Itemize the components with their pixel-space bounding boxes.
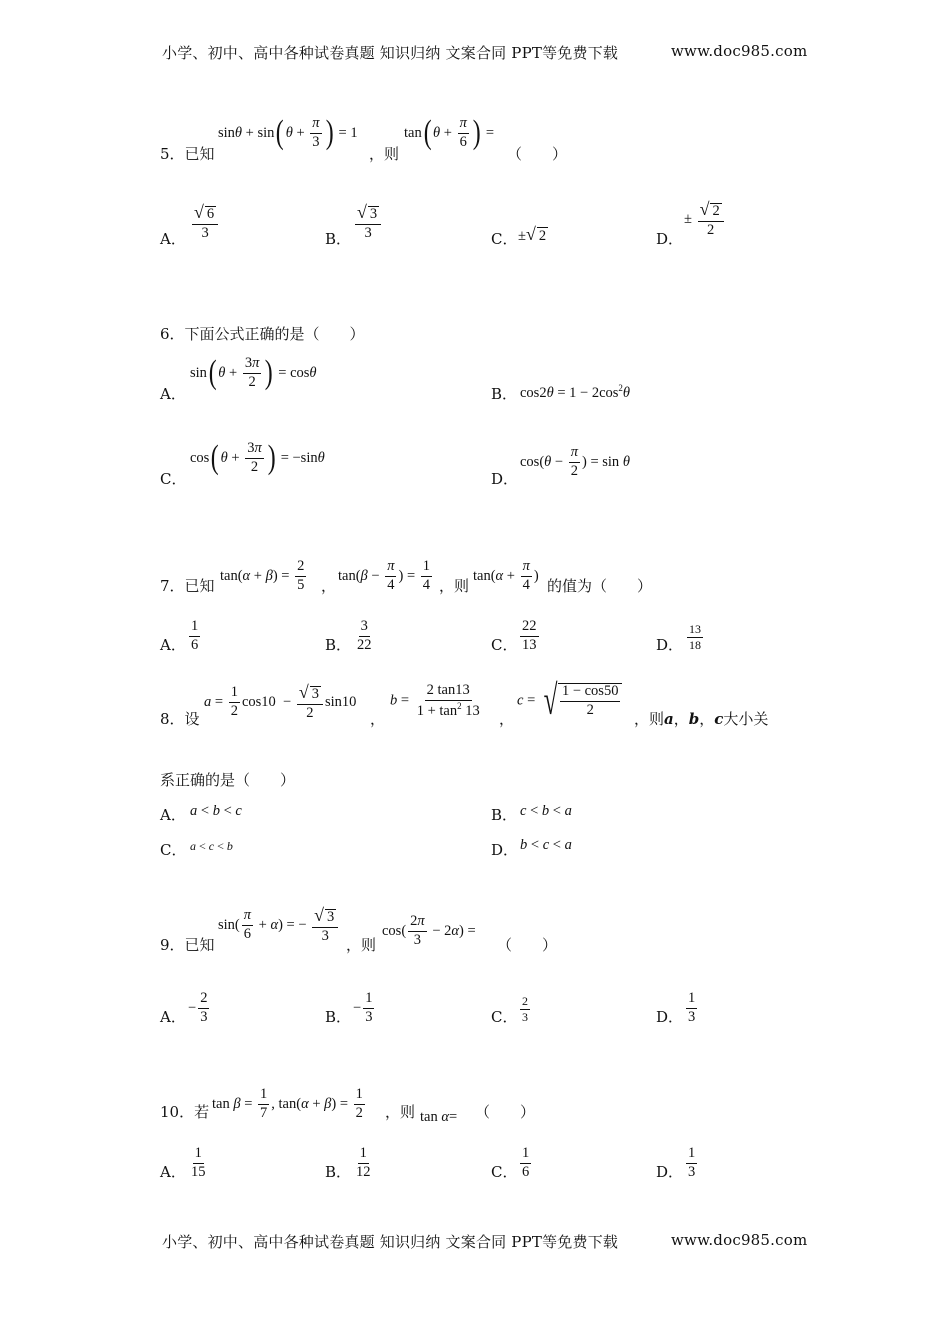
footer-site[interactable]: www.doc985.com	[671, 1231, 808, 1249]
q5-target-formula: tan( θ + $\frac{\pi}{6}$ ) =	[404, 114, 495, 152]
q8-b-formula: b = $\frac{2 \tan 13}{1 + \tan^2 13}$	[390, 682, 480, 719]
q8-stem-line2: 系正确的是（ ）	[160, 771, 296, 789]
q5-option-b-value: $\frac{√ 3}{3}$	[353, 203, 383, 242]
q10-option-a-value: $\frac{1}{15}$	[191, 1145, 206, 1180]
q7-option-b-label: B．	[325, 636, 352, 654]
q9-option-c-label: C．	[491, 1008, 518, 1026]
q8-comma-2: ，	[499, 710, 515, 728]
q9-option-c-value: $\frac{2}{3}$	[522, 994, 528, 1025]
q8-comma-1: ，	[370, 710, 386, 728]
q6-option-a-value: sin( θ + $\frac{3\pi}{2}$ ) = cosθ	[190, 354, 317, 392]
q7-option-d-label: D．	[656, 636, 684, 654]
q9-option-b-value: − $\frac{1}{3}$	[353, 990, 373, 1025]
q7-option-c-value: $\frac{22}{13}$	[522, 618, 537, 653]
q7-then: ，则	[439, 577, 470, 595]
q10-target-formula: tan α=	[420, 1109, 458, 1125]
q6-stem: 6．下面公式正确的是（ ）	[160, 325, 365, 343]
q10-option-b-value: $\frac{1}{12}$	[356, 1145, 371, 1180]
q6-option-d-value: cos(θ − $\frac{\pi}{2}$ ) = sin θ	[520, 444, 630, 479]
q9-option-a-value: − $\frac{2}{3}$	[188, 990, 208, 1025]
q7-condition1-formula: tan(α + β) = $\frac{2}{5}$	[220, 558, 305, 593]
q6-option-b-label: B．	[491, 385, 518, 403]
q5-option-c-value: ±√ 2	[518, 224, 547, 244]
q9-option-d-value: $\frac{1}{3}$	[688, 990, 696, 1025]
q5-number: 5．已知	[160, 145, 215, 163]
q8-option-c-label: C．	[160, 841, 187, 859]
q10-answer-paren: （ ）	[475, 1103, 536, 1121]
q6-option-d-label: D．	[491, 470, 519, 488]
q8-option-a-label: A．	[160, 806, 186, 824]
q7-option-d-value: $\frac{13}{18}$	[689, 622, 701, 653]
q6-option-a-label: A．	[160, 385, 186, 403]
q8-number: 8．设	[160, 710, 200, 728]
q5-option-c-label: C．	[491, 230, 518, 248]
q8-var-a: a	[664, 710, 674, 728]
q7-target-formula: tan(α + $\frac{\pi}{4}$ )	[473, 558, 539, 593]
q7-comma: ，	[321, 577, 337, 595]
q6-option-c-label: C．	[160, 470, 187, 488]
q5-answer-paren: （ ）	[507, 145, 568, 163]
q9-option-b-label: B．	[325, 1008, 352, 1026]
q8-option-c-value: a < c < b	[190, 839, 233, 853]
q8-option-d-value: b < c < a	[520, 837, 572, 853]
q8-var-c: c	[714, 710, 724, 728]
q5-condition-formula: sinθ + sin( θ + $\frac{\pi}{3}$ ) = 1	[218, 114, 358, 152]
q9-then: ，则	[346, 936, 377, 954]
header-site[interactable]: www.doc985.com	[671, 42, 808, 60]
q9-target-formula: cos( $\frac{2\pi}{3}$ − 2α) =	[382, 913, 476, 948]
q7-number: 7．已知	[160, 577, 215, 595]
q7-option-a-value: $\frac{1}{6}$	[191, 618, 199, 653]
q10-condition-formula: tan β = $\frac{1}{7}$ , tan(α + β) = $\frac{1}{2}$	[212, 1086, 363, 1121]
q7-option-b-value: $\frac{3}{22}$	[357, 618, 372, 653]
q5-option-d-label: D．	[656, 230, 684, 248]
q6-option-b-value: $\cos 2\theta = 1 - 2\cos^2\theta$	[520, 383, 631, 401]
q5-option-a-value: $\frac{√ 6}{3}$	[190, 203, 220, 242]
q7-option-c-label: C．	[491, 636, 518, 654]
q8-option-d-label: D．	[491, 841, 519, 859]
q8-then: ，则a，b，c大小关	[634, 710, 769, 728]
q7-tail: 的值为（ ）	[547, 577, 653, 595]
q6-option-c-value: cos( θ + $\frac{3\pi}{2}$ ) = −sinθ	[190, 439, 325, 477]
q10-option-a-label: A．	[160, 1163, 186, 1181]
q9-option-a-label: A．	[160, 1008, 186, 1026]
q9-condition-formula: sin( $\frac{\pi}{6}$ + α) = − $\frac{√ 3}{3}$	[218, 906, 340, 945]
q9-number: 9．已知	[160, 936, 215, 954]
q7-condition2-formula: tan(β − $\frac{\pi}{4}$ ) = $\frac{1}{4}$	[338, 558, 430, 593]
q10-option-c-label: C．	[491, 1163, 518, 1181]
footer-text: 小学、初中、高中各种试卷真题 知识归纳 文案合同 PPT等免费下载	[162, 1233, 619, 1251]
q5-option-a-label: A．	[160, 230, 186, 248]
q10-number: 10．若	[160, 1103, 210, 1121]
q5-then: ，则	[369, 145, 400, 163]
q10-option-d-label: D．	[656, 1163, 684, 1181]
q8-var-b: b	[688, 710, 700, 728]
q9-answer-paren: （ ）	[497, 936, 558, 954]
header-text: 小学、初中、高中各种试卷真题 知识归纳 文案合同 PPT等免费下载	[162, 44, 619, 62]
q8-c-formula: c = √ $\frac{1 - \cos 50}{2}$	[517, 680, 622, 722]
q7-option-a-label: A．	[160, 636, 186, 654]
q5-option-b-label: B．	[325, 230, 352, 248]
q8-option-b-label: B．	[491, 806, 518, 824]
q10-then: ，则	[385, 1103, 416, 1121]
q8-a-formula: a = $\frac{1}{2}$ cos10 − $\frac{√ 3}{2}$ sin10	[204, 682, 357, 721]
q5-option-d-value: ± $\frac{√ 2}{2}$	[684, 200, 726, 239]
q10-option-b-label: B．	[325, 1163, 352, 1181]
q9-option-d-label: D．	[656, 1008, 684, 1026]
q10-option-d-value: $\frac{1}{3}$	[688, 1145, 696, 1180]
q10-option-c-value: $\frac{1}{6}$	[522, 1145, 530, 1180]
q8-option-a-value: a < b < c	[190, 803, 242, 819]
q8-option-b-value: c < b < a	[520, 803, 572, 819]
